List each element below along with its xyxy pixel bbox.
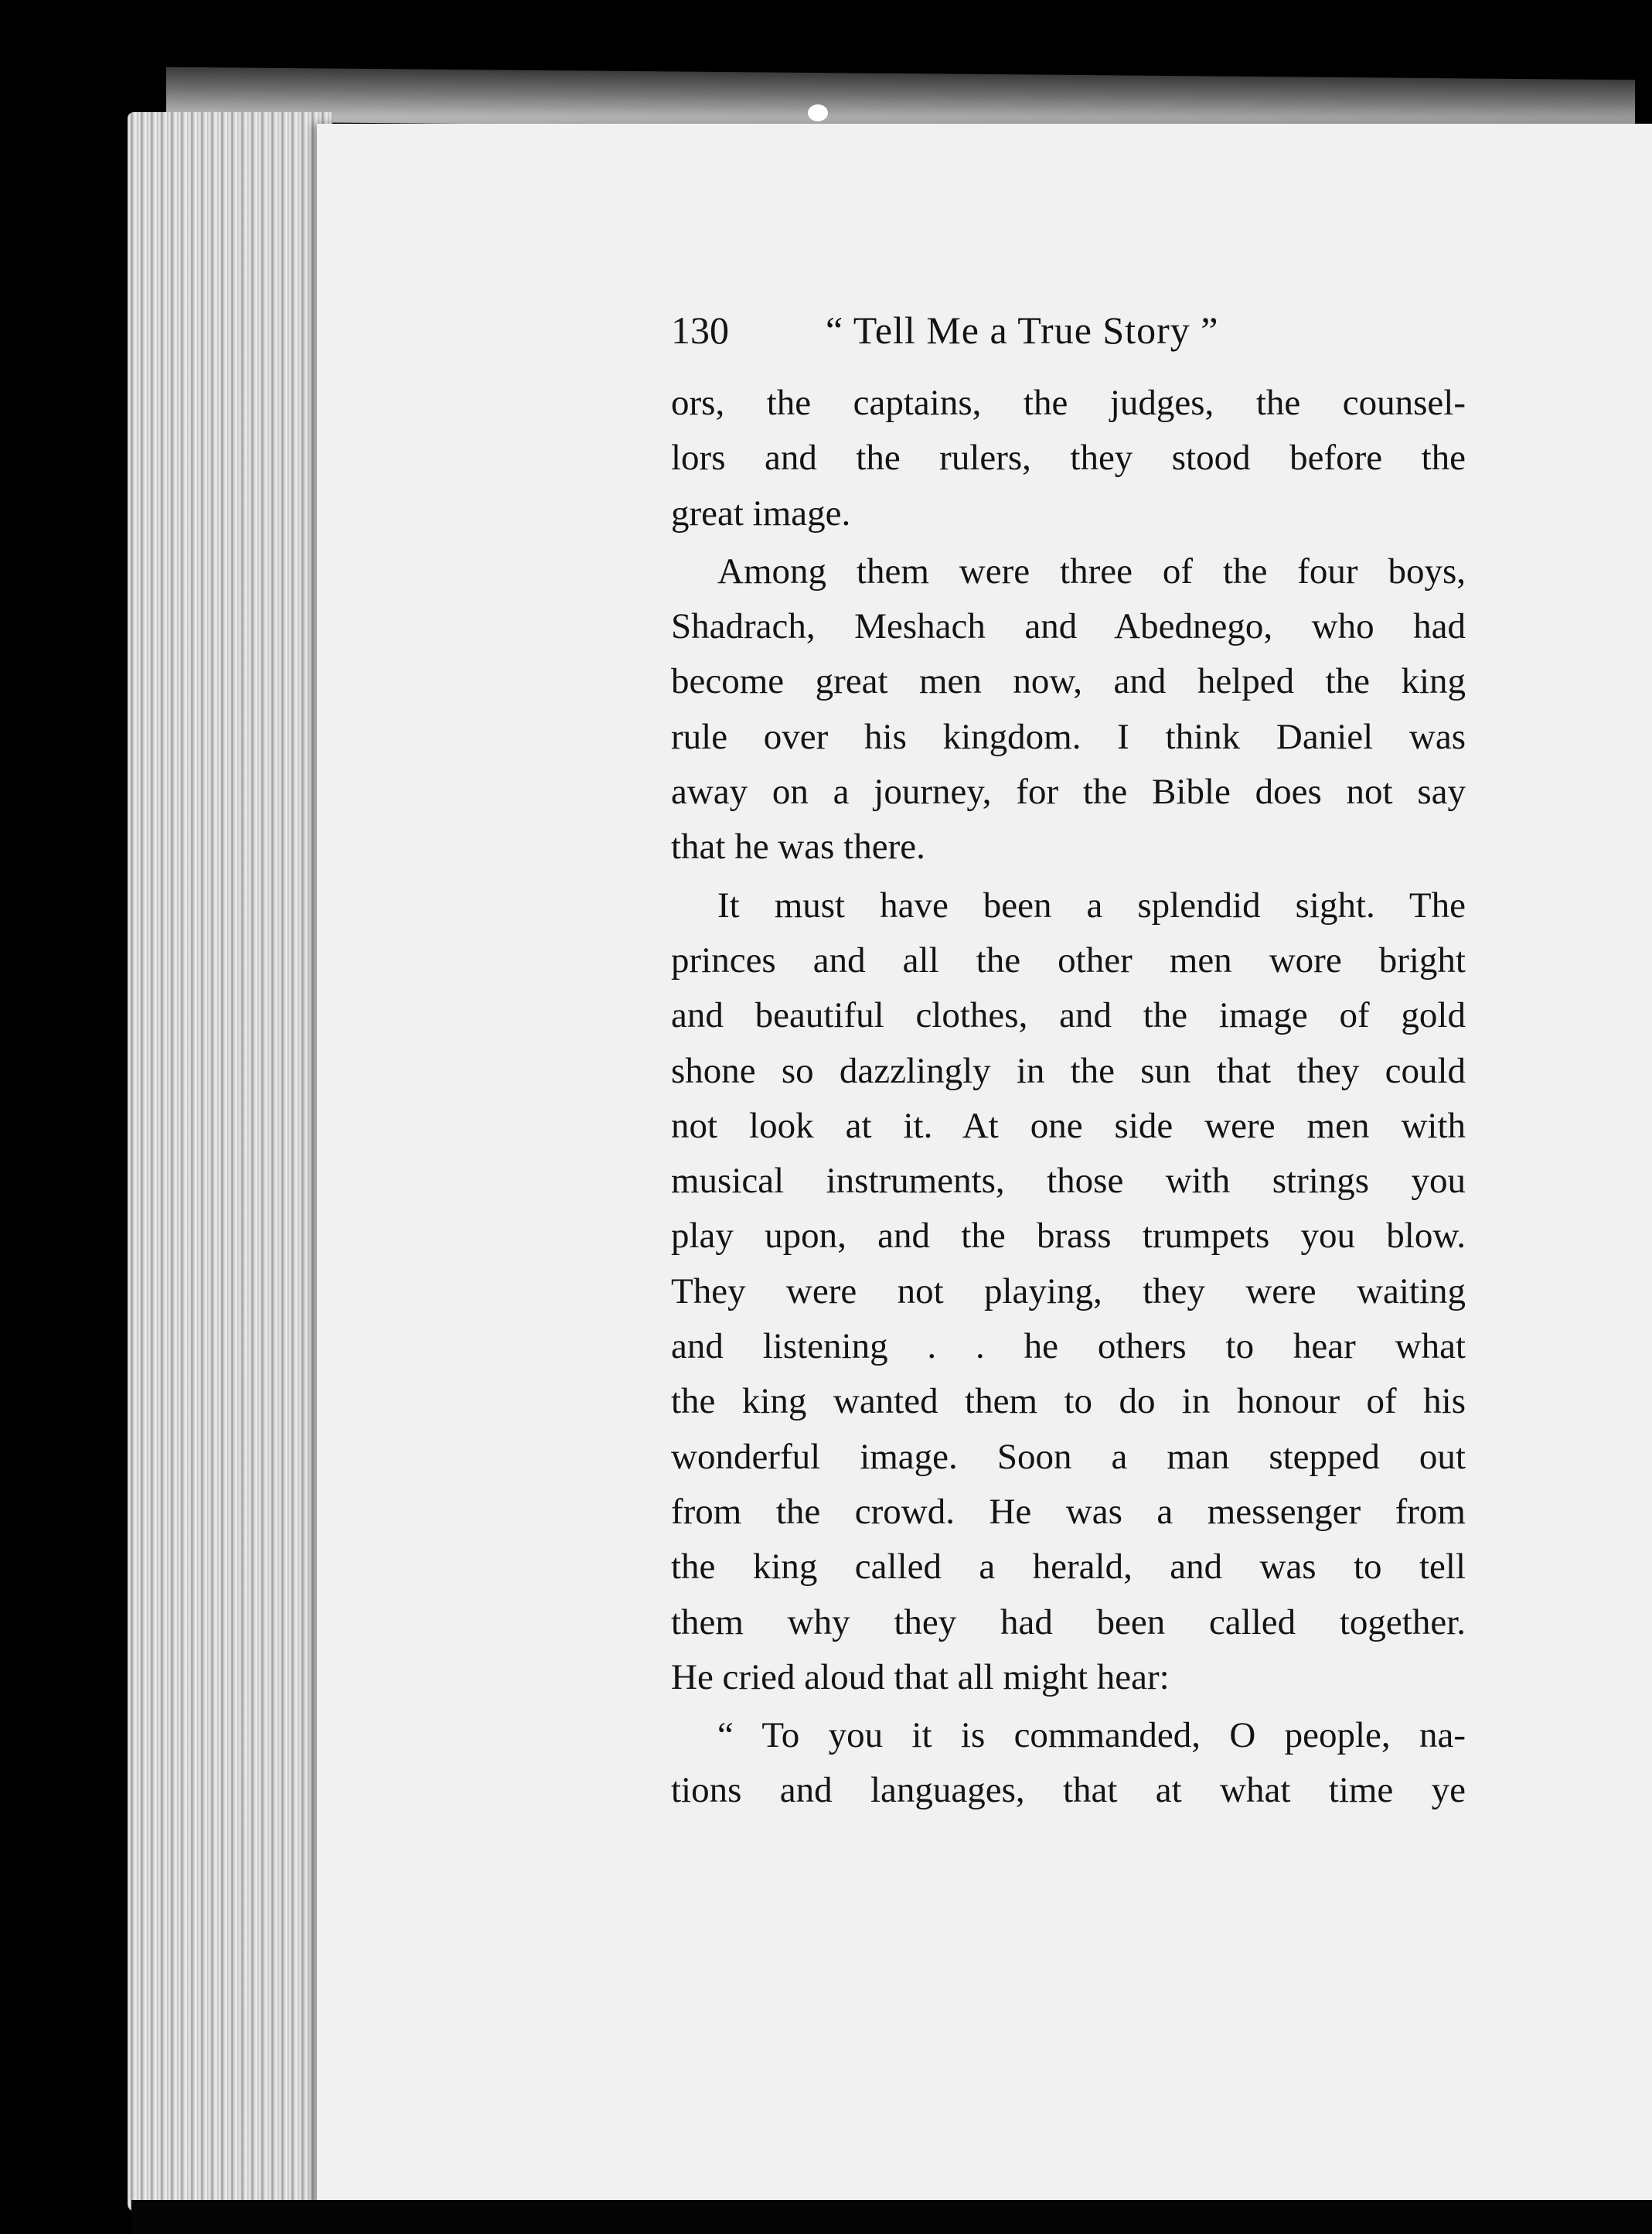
text-line: from the crowd. He was a messenger from: [671, 1491, 1466, 1532]
page-text: [671, 308, 1466, 1819]
text-line: lors and the rulers, they stood before the: [671, 438, 1466, 479]
text-line: They were not playing, they were waiting: [671, 1270, 1466, 1311]
text-line: tions and languages, that at what time ye: [671, 1770, 1466, 1811]
text-line: away on a journey, for the Bible does not say: [671, 772, 1466, 813]
text-line: become great men now, and helped the king: [671, 661, 1466, 702]
running-head: [671, 308, 1466, 370]
text-line: that he was there.: [671, 827, 925, 868]
paragraph-4: [671, 1708, 1466, 1819]
text-line: not look at it. At one side were men with: [671, 1105, 1466, 1146]
bottom-shadow: [131, 2200, 1652, 2234]
text-line: shone so dazzlingly in the sun that they could: [671, 1050, 1466, 1091]
text-line: the king wanted them to do in honour of his: [671, 1381, 1466, 1422]
text-line: Shadrach, Meshach and Abednego, who had: [671, 606, 1466, 647]
text-line: It must have been a splendid sight. The: [717, 885, 1466, 926]
text-line: and listening . . he others to hear what: [671, 1326, 1466, 1367]
running-title: “ Tell Me a True Story ”: [826, 309, 1219, 352]
paragraph-3: [671, 878, 1466, 1705]
text-line: and beautiful clothes, and the image of gold: [671, 995, 1466, 1036]
paragraph-2: [671, 544, 1466, 875]
stacked-page-edges: [128, 112, 332, 2212]
binding-hole-icon: [808, 104, 828, 121]
text-line: He cried aloud that all might hear:: [671, 1656, 1170, 1697]
page-number: 130: [671, 309, 729, 352]
text-line: princes and all the other men wore bright: [671, 940, 1466, 981]
text-line: rule over his kingdom. I think Daniel was: [671, 716, 1466, 757]
paragraph-1: [671, 376, 1466, 541]
text-line: musical instruments, those with strings you: [671, 1161, 1466, 1202]
text-line: them why they had been called together.: [671, 1601, 1466, 1642]
text-line: “ To you it is commanded, O people, na-: [717, 1715, 1466, 1756]
text-line: the king called a herald, and was to tell: [671, 1547, 1466, 1588]
text-line: play upon, and the brass trumpets you blow.: [671, 1216, 1466, 1257]
text-line: ors, the captains, the judges, the counsel-: [671, 383, 1466, 423]
text-line: Among them were three of the four boys,: [717, 551, 1466, 592]
text-line: wonderful image. Soon a man stepped out: [671, 1436, 1466, 1477]
text-line: great image.: [671, 493, 851, 534]
